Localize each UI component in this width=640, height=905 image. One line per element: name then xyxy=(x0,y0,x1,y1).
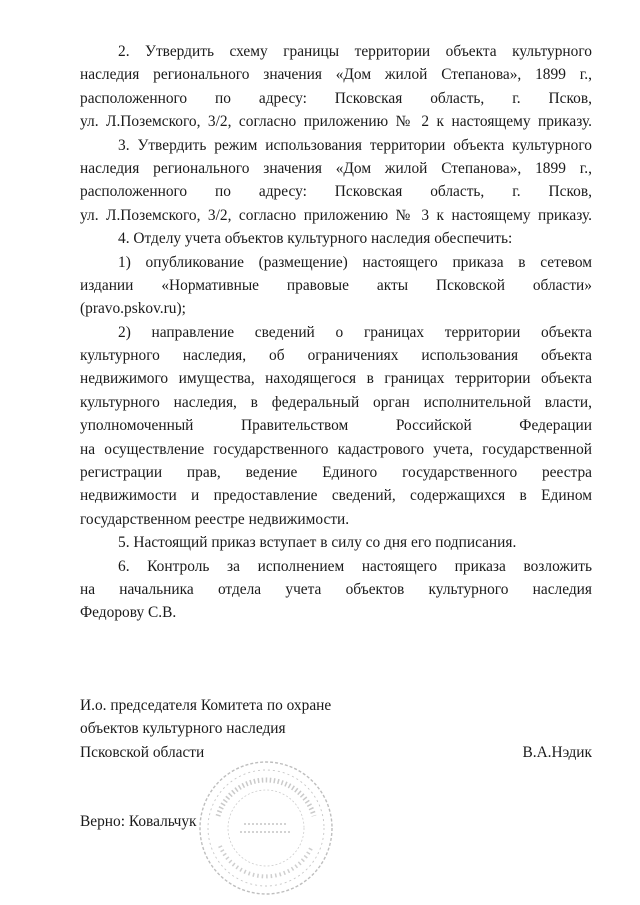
signatory-name: В.А.Нэдик xyxy=(522,743,592,761)
paragraph-item-6 xyxy=(80,555,592,625)
text-line: наследия регионального значения «Дом жилой Степанова», 1899 г., xyxy=(80,66,592,84)
paragraph-item-2 xyxy=(80,40,592,134)
subitem-2 xyxy=(80,321,592,532)
signatory-position-line: объектов культурного наследия xyxy=(80,720,286,738)
official-seal-icon xyxy=(196,758,336,898)
paragraph-item-3 xyxy=(80,134,592,228)
document-body xyxy=(80,40,592,625)
certification-line: Верно: Ковальчук xyxy=(80,813,197,830)
text-line: культурного наследия, об ограничениях использования объекта xyxy=(80,347,592,365)
text-line: недвижимости и предоставление сведений, содержащихся в Едином xyxy=(80,487,592,505)
paragraph-item-4 xyxy=(80,227,592,250)
text-line: 2. Утвердить схему границы территории объекта культурного xyxy=(118,43,592,60)
text-line: 1) опубликование (размещение) настоящего приказа в сетевом xyxy=(118,253,592,271)
text-line: расположенного по адресу: Псковская область, г. Псков, xyxy=(80,183,592,201)
text-line: государственном реестре недвижимости. xyxy=(80,510,350,528)
text-line: ул. Л.Поземского, 3/2, согласно приложению № 2 к настоящему приказу. xyxy=(80,113,592,131)
subitem-1 xyxy=(80,251,592,321)
text-line: на осуществление государственного кадастрового учета, государственной xyxy=(80,440,592,458)
text-line: ул. Л.Поземского, 3/2, согласно приложению № 3 к настоящему приказу. xyxy=(80,206,592,224)
text-line: 6. Контроль за исполнением настоящего приказа возложить xyxy=(118,557,592,575)
text-line: 5. Настоящий приказ вступает в силу со дня его подписания. xyxy=(118,534,517,552)
text-line: расположенного по адресу: Псковская область, г. Псков, xyxy=(80,89,592,107)
text-line: недвижимого имущества, находящегося в границах территории объекта xyxy=(80,370,592,388)
text-line: 2) направление сведений о границах территории объекта xyxy=(118,323,592,341)
text-line: издании «Нормативные правовые акты Псковской области» xyxy=(80,276,592,294)
text-line: регистрации прав, ведение Единого государственного реестра xyxy=(80,464,592,482)
text-line: наследия регионального значения «Дом жилой Степанова», 1899 г., xyxy=(80,159,592,177)
signatory-position-line: Псковской области xyxy=(80,743,205,761)
text-line: 3. Утвердить режим использования территории объекта культурного xyxy=(118,136,592,154)
text-line: на начальника отдела учета объектов культурного наследия xyxy=(80,580,592,598)
signature-block xyxy=(80,694,592,764)
text-line: культурного наследия, в федеральный орган исполнительной власти, xyxy=(80,393,592,411)
text-line: (pravo.pskov.ru); xyxy=(80,300,186,318)
text-line: Федорову С.В. xyxy=(80,604,177,622)
paragraph-item-5 xyxy=(80,531,592,554)
signatory-position-line: И.о. председателя Комитета по охране xyxy=(80,697,332,714)
text-line: уполномоченный Правительством Российской Федерации xyxy=(80,417,592,435)
text-line: 4. Отделу учета объектов культурного наследия обеспечить: xyxy=(118,230,513,248)
